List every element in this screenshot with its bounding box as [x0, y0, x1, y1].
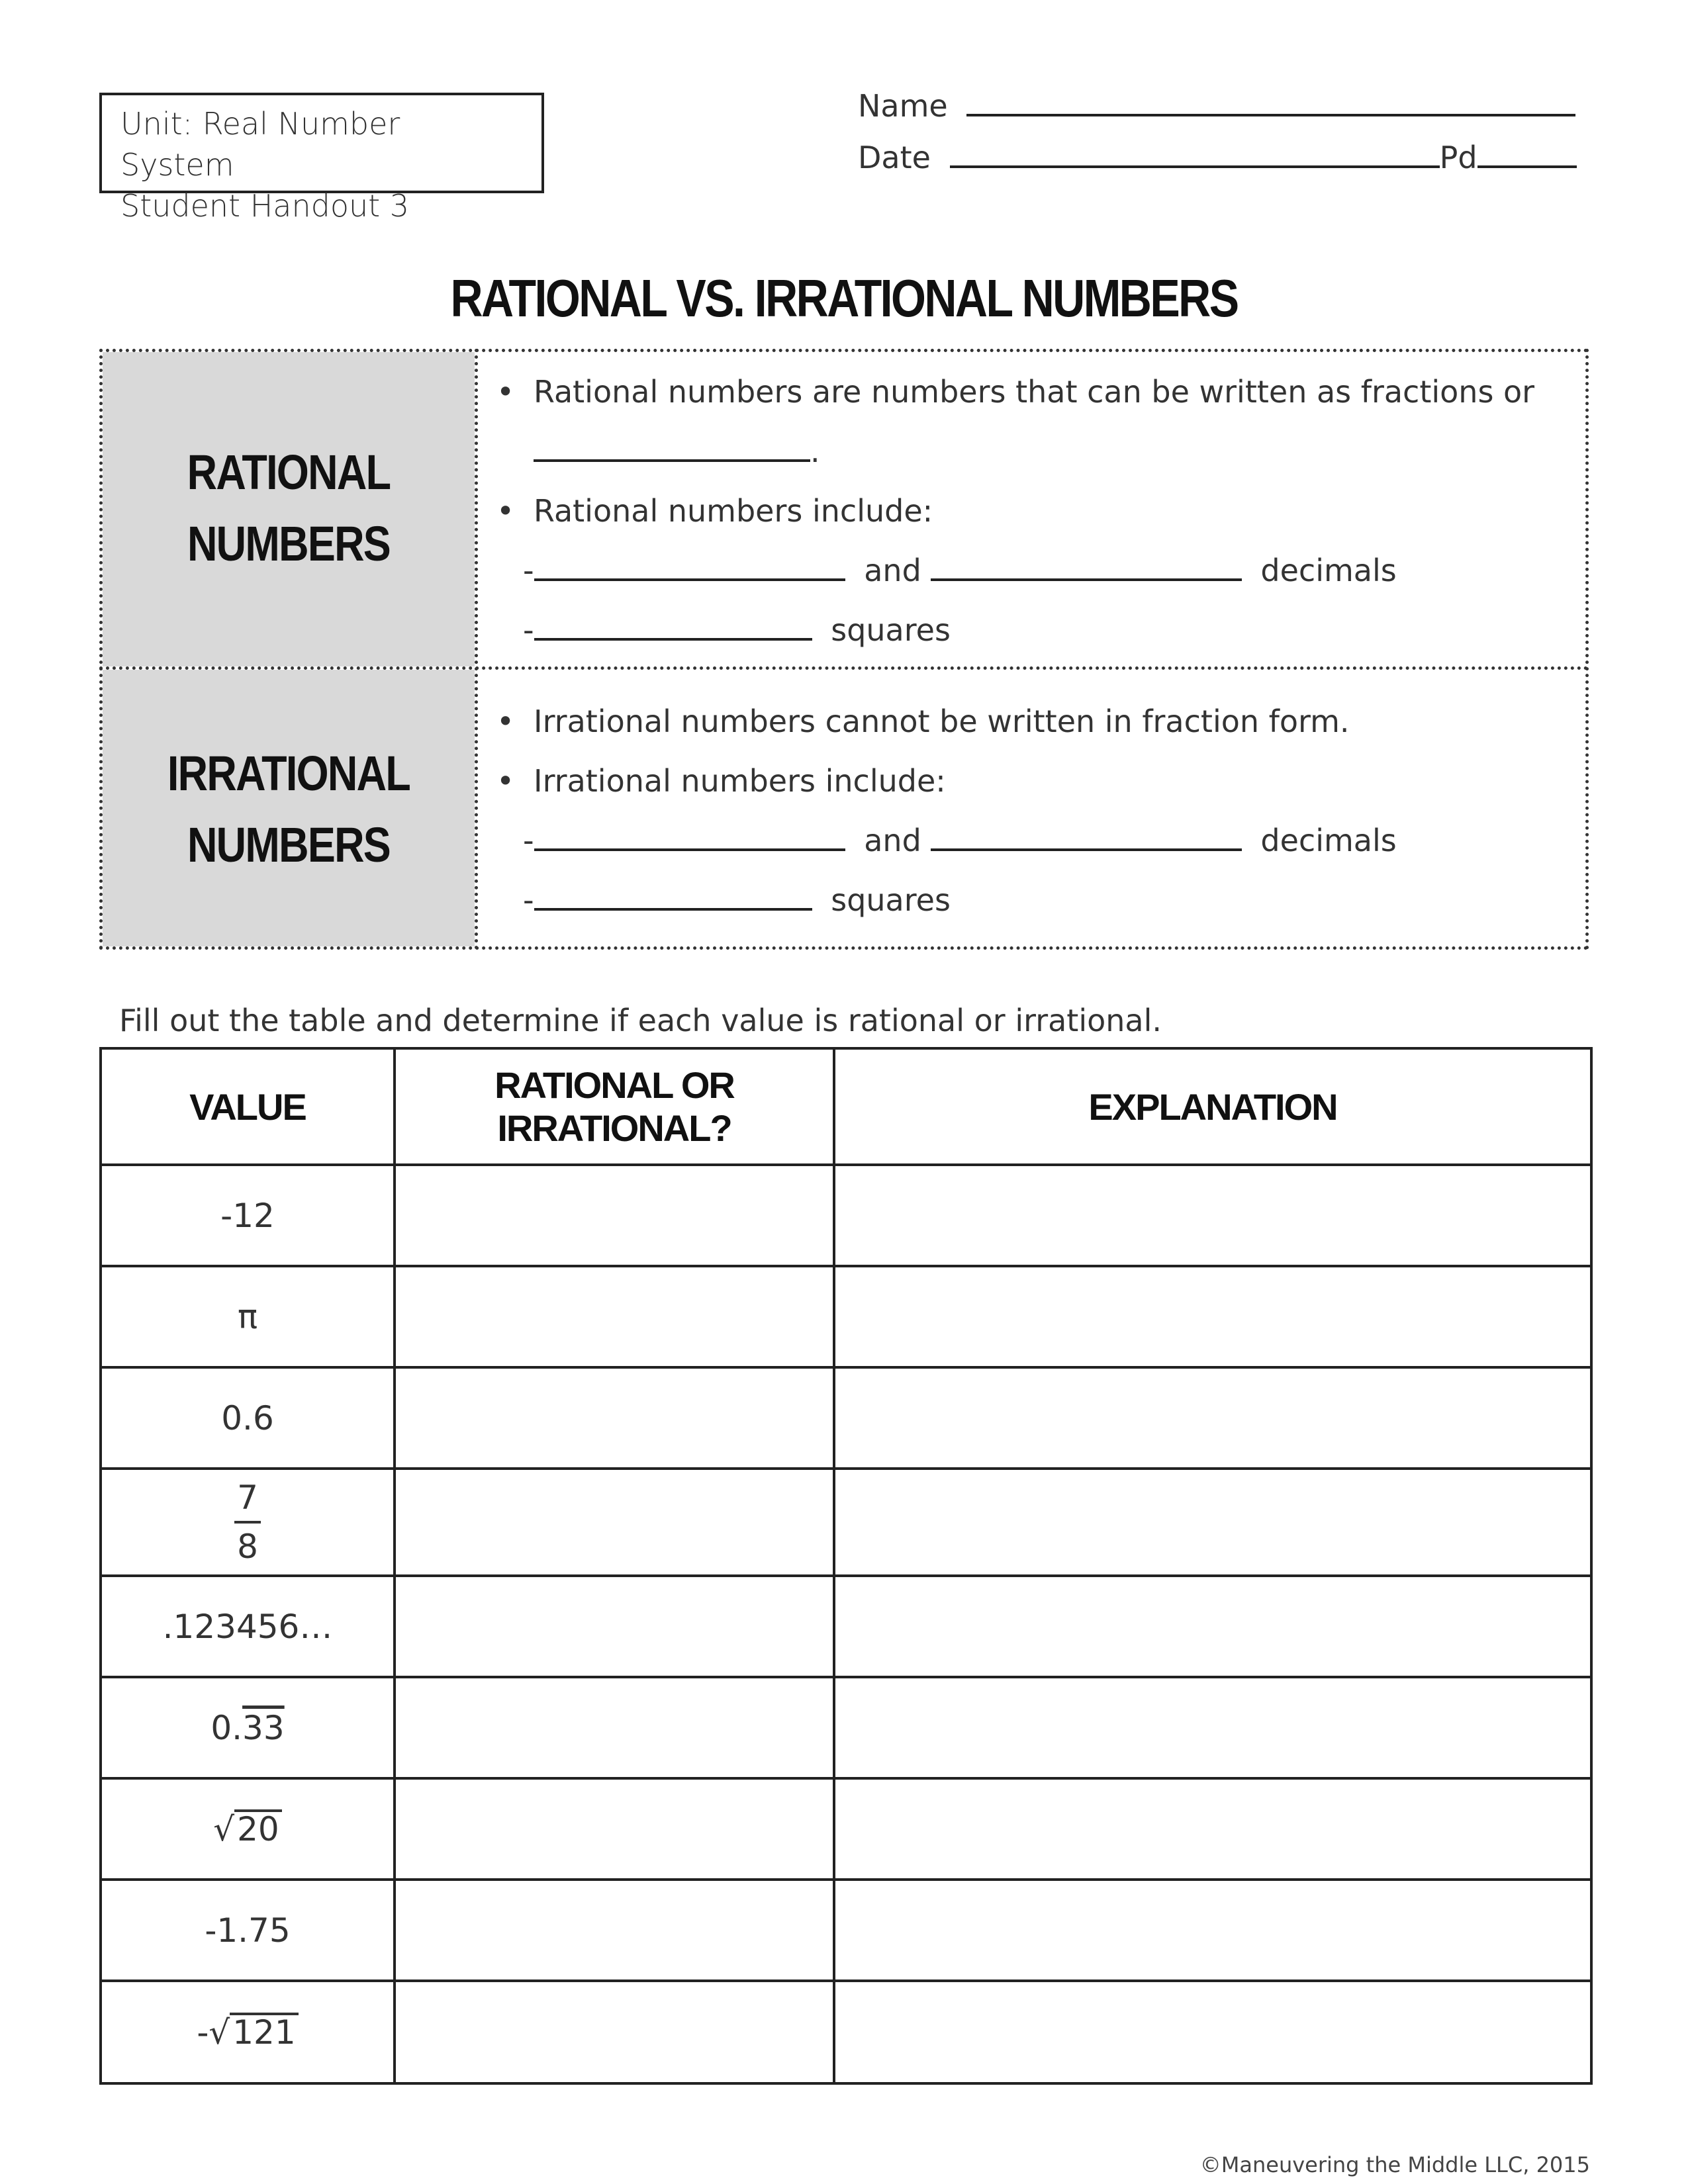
value-cell: π — [101, 1266, 395, 1367]
date-label: Date — [858, 140, 931, 175]
fill-blank[interactable] — [931, 825, 1242, 851]
radical-icon: √ — [213, 1810, 235, 1848]
fill-blank[interactable] — [931, 555, 1242, 581]
value-cell — [101, 1778, 395, 1880]
explanation-cell[interactable] — [834, 1469, 1591, 1576]
rational-bullet-1-blank — [534, 433, 820, 469]
answer-cell[interactable] — [395, 1981, 834, 2083]
table-row — [101, 1367, 1591, 1469]
rational-heading-line1: RATIONAL — [187, 445, 391, 500]
bullet-icon: • — [496, 493, 515, 529]
fill-blank[interactable] — [534, 555, 845, 581]
radical-icon: √ — [209, 2013, 230, 2052]
irrational-heading — [130, 738, 447, 881]
dash: - — [523, 612, 534, 648]
answer-cell[interactable] — [395, 1266, 834, 1367]
answer-cell[interactable] — [395, 1677, 834, 1778]
fill-blank[interactable] — [534, 884, 812, 911]
explanation-cell[interactable] — [834, 1165, 1591, 1266]
answer-cell[interactable] — [395, 1778, 834, 1880]
table-row — [101, 1677, 1591, 1778]
answer-cell[interactable] — [395, 1165, 834, 1266]
date-row — [858, 139, 1577, 175]
table-row — [101, 1165, 1591, 1266]
irrational-bullet-1 — [496, 704, 1350, 739]
decimals-text: decimals — [1260, 823, 1397, 858]
rational-bullet-2-text: Rational numbers include: — [534, 493, 933, 529]
copyright-footer: ©Maneuvering the Middle LLC, 2015 — [1199, 2152, 1590, 2177]
header-explanation: EXPLANATION — [834, 1048, 1591, 1165]
irrational-row-2 — [523, 882, 951, 918]
decimals-text: decimals — [1260, 553, 1397, 588]
period-label: Pd — [1439, 140, 1477, 175]
table-row — [101, 1778, 1591, 1880]
irrational-bullet-2-text: Irrational numbers include: — [534, 763, 946, 799]
irrational-heading-line2: NUMBERS — [187, 817, 391, 872]
fill-blank[interactable] — [534, 614, 812, 641]
irrational-bullet-1-text: Irrational numbers cannot be written in fraction form. — [534, 704, 1350, 739]
and-text: and — [864, 553, 921, 588]
name-row — [858, 87, 1575, 124]
squares-text: squares — [831, 612, 951, 648]
dash: - — [523, 882, 534, 918]
irrational-bullet-2 — [496, 763, 946, 799]
instructions: Fill out the table and determine if each value is rational or irrational. — [119, 1003, 1162, 1038]
period-field[interactable] — [1477, 139, 1577, 168]
rational-row-2 — [523, 612, 951, 648]
unit-box — [99, 93, 544, 224]
handout-line: Student Handout 3 — [120, 188, 410, 224]
bullet-icon: • — [496, 374, 515, 410]
table-row — [101, 1469, 1591, 1576]
period-mark: . — [810, 433, 820, 469]
explanation-cell[interactable] — [834, 1778, 1591, 1880]
answer-cell[interactable] — [395, 1880, 834, 1981]
page-title: RATIONAL VS. IRRATIONAL NUMBERS — [450, 269, 1238, 328]
irrational-row-1 — [523, 823, 1397, 858]
numerator: 7 — [234, 1475, 261, 1524]
rational-bullet-1-text: Rational numbers are numbers that can be written as fractions or — [534, 374, 1535, 410]
values-table — [99, 1047, 1593, 2085]
value-cell: -12 — [101, 1165, 395, 1266]
date-field[interactable] — [950, 139, 1440, 168]
value-cell: 0.6 — [101, 1367, 395, 1469]
explanation-cell[interactable] — [834, 1677, 1591, 1778]
explanation-cell[interactable] — [834, 1367, 1591, 1469]
bullet-icon: • — [496, 763, 515, 799]
denominator: 8 — [237, 1527, 258, 1566]
and-text: and — [864, 823, 921, 858]
rational-heading-line2: NUMBERS — [187, 516, 391, 571]
header-rational-or-irrational: RATIONAL OR IRRATIONAL? — [395, 1048, 834, 1165]
radicand: 20 — [234, 1809, 282, 1846]
table-row — [101, 1880, 1591, 1981]
fill-blank[interactable] — [534, 825, 845, 851]
name-field[interactable] — [966, 87, 1575, 116]
table-row — [101, 1576, 1591, 1677]
header-value: VALUE — [101, 1048, 395, 1165]
answer-cell[interactable] — [395, 1367, 834, 1469]
explanation-cell[interactable] — [834, 1266, 1591, 1367]
dash: - — [523, 823, 534, 858]
rational-bullet-1 — [496, 374, 1534, 410]
decimal-base: 0. — [211, 1708, 243, 1747]
value-cell: -1.75 — [101, 1880, 395, 1981]
rational-bullet-2 — [496, 493, 933, 529]
notes-vertical-divider — [475, 349, 478, 950]
rational-row-1 — [523, 553, 1397, 588]
unit-line: Unit: Real Number System — [120, 106, 400, 183]
irrational-heading-line1: IRRATIONAL — [167, 746, 410, 801]
value-cell: .123456… — [101, 1576, 395, 1677]
negative-sign: - — [197, 2013, 209, 2052]
table-row — [101, 1266, 1591, 1367]
value-cell — [101, 1677, 395, 1778]
explanation-cell[interactable] — [834, 1880, 1591, 1981]
answer-cell[interactable] — [395, 1469, 834, 1576]
explanation-cell[interactable] — [834, 1576, 1591, 1677]
explanation-cell[interactable] — [834, 1981, 1591, 2083]
table-header-row — [101, 1048, 1591, 1165]
fill-blank[interactable] — [534, 435, 810, 462]
notes-divider — [99, 666, 1589, 670]
value-cell — [101, 1469, 395, 1576]
name-label: Name — [858, 88, 948, 124]
value-cell — [101, 1981, 395, 2083]
answer-cell[interactable] — [395, 1576, 834, 1677]
dash: - — [523, 553, 534, 588]
repeating-digits: 33 — [242, 1708, 285, 1747]
table-row — [101, 1981, 1591, 2083]
bullet-icon: • — [496, 704, 515, 739]
squares-text: squares — [831, 882, 951, 918]
fraction — [234, 1475, 261, 1570]
radicand: 121 — [230, 2013, 298, 2050]
rational-heading — [130, 437, 447, 580]
